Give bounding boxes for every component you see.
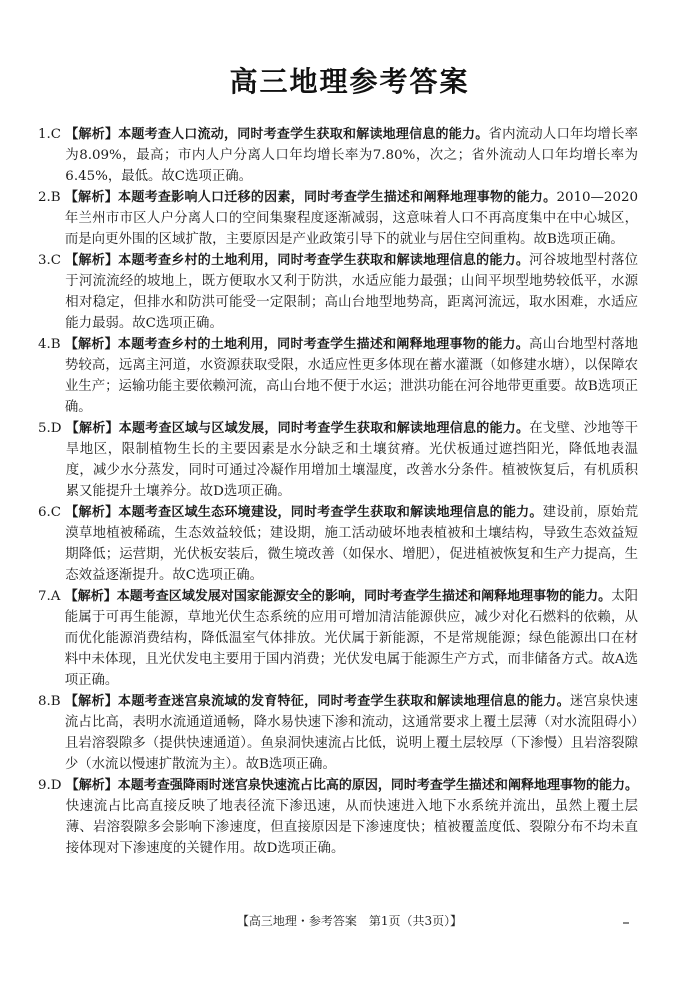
answer-lead: 【解析】本题考查影响人口迁移的因素，同时考查学生描述和阐释地理事物的能力。 [64,190,557,205]
answer-number: 6.C [38,505,62,520]
answer-lead: 【解析】本题考查区域与区域发展，同时考查学生获取和解读地理信息的能力。 [65,421,530,436]
answer-number: 9.D [38,778,62,793]
answer-number: 5.D [38,421,62,436]
answer-item [38,775,638,859]
page-footer: 【高三地理・参考答案 第1页（共3页）】 [236,914,463,928]
answer-text: 河谷坡地型村落位于河流流经的坡地上，既方便取水又利于防洪，水适应能力最强；山间平坝型地势较低平，水源相对稳定，但排水和防洪可能受一定限制；高山台地型地势高，距离河流远，取水困难，水适应能力最弱。故C选项正确。 [65,253,638,331]
answer-item [38,124,638,187]
answer-lead: 【解析】本题考查区域发展对国家能源安全的影响，同时考查学生描述和阐释地理事物的能力。 [64,589,612,604]
answer-body [65,124,638,187]
answer-body [65,250,638,334]
answer-item [38,502,638,586]
answer-number: 1.C [38,127,62,142]
answer-item [38,418,638,502]
answer-body [65,334,638,418]
answer-item [38,334,638,418]
answer-text: 快速流占比高直接反映了地表径流下渗迅速，从而快速进入地下水系统并流出，虽然上覆土层薄、岩溶裂隙多会影响下渗速度，但直接原因是下渗速度快；植被覆盖度低、裂隙分布不均未直接体现对下渗速度的关键作用。故D选项正确。 [65,799,638,856]
answer-lead: 【解析】本题考查人口流动，同时考查学生获取和解读地理信息的能力。 [65,127,489,142]
answer-item [38,691,638,775]
answer-body [65,502,638,586]
answer-body [65,187,638,250]
answer-item [38,586,638,691]
corner-mark [623,922,629,924]
answer-text: 高山台地型村落地势较高，远离主河道，水资源获取受限，水适应性更多体现在蓄水灌溉（如修建水塘），以保障农业生产；运输功能主要依赖河流，高山台地不便于水运；泄洪功能在河谷地带更重要。故B选项正确。 [64,337,638,415]
answer-body [66,775,638,859]
page-title: 高三地理参考答案 [229,65,470,98]
answer-number: 8.B [38,694,61,709]
answer-lead: 【解析】本题考查乡村的土地利用，同时考查学生描述和阐释地理事物的能力。 [64,337,530,352]
answer-body [66,418,638,502]
answer-body [65,691,638,775]
answer-number: 7.A [38,589,61,604]
answer-lead: 【解析】本题考查乡村的土地利用，同时考查学生获取和解读地理信息的能力。 [65,253,530,268]
answer-text: 2010—2020年兰州市市区人户分离人口的空间集聚程度逐渐减弱，这意味着人口不再高度集中在中心城区，而是向更外围的区域扩散，主要原因是产业政策引导下的就业与居住空间重构。故B选项正确。 [64,190,638,247]
answer-text: 建设前，原始荒漠草地植被稀疏，生态效益较低；建设期，施工活动破坏地表植被和土壤结构，导致生态效益短期降低；运营期，光伏板安装后，微生境改善（如保水、增肥），促进植被恢复和生产力提高，生态效益逐渐提升。故C选项正确。 [65,505,638,583]
answer-number: 3.C [38,253,62,268]
answer-text: 迷宫泉快速流占比高，表明水流通道通畅，降水易快速下渗和流动，这通常要求上覆土层薄（对水流阻碍小）且岩溶裂隙多（提供快速通道）。鱼泉洞快速流占比低，说明上覆土层较厚（下渗慢）且岩溶裂隙少（水流以慢速扩散流为主）。故B选项正确。 [64,694,638,772]
answer-body [65,586,638,691]
answer-number: 4.B [38,337,61,352]
answer-list [38,124,638,859]
answer-item [38,187,638,250]
answer-text: 太阳能属于可再生能源，草地光伏生态系统的应用可增加清洁能源供应，减少对化石燃料的依赖，从而优化能源消费结构，降低温室气体排放。光伏属于新能源，不是常规能源；绿色能源出口在材料中未体现，且光伏发电主要用于国内消费；光伏发电属于能源生产方式，而非储备方式。故A选项正确。 [64,589,638,688]
answer-text: 省内流动人口年均增长率为8.09%，最高；市内人户分离人口年均增长率为7.80%，次之；省外流动人口年均增长率为6.45%，最低。故C选项正确。 [65,127,638,184]
answer-lead: 【解析】本题考查区域生态环境建设，同时考查学生获取和解读地理信息的能力。 [65,505,543,520]
answer-lead: 【解析】本题考查强降雨时迷宫泉快速流占比高的原因，同时考查学生描述和阐释地理事物的能力。 [65,778,638,793]
answer-text: 在戈壁、沙地等干旱地区，限制植物生长的主要因素是水分缺乏和土壤贫瘠。光伏板通过遮挡阳光，降低地表温度，减少水分蒸发，同时可通过冷凝作用增加土壤湿度，改善水分条件。植被恢复后，有机质积累又能提升土壤养分。故D选项正确。 [65,421,638,499]
answer-item [38,250,638,334]
answer-lead: 【解析】本题考查迷宫泉流域的发育特征，同时考查学生获取和解读地理信息的能力。 [64,694,570,709]
answer-number: 2.B [38,190,61,205]
